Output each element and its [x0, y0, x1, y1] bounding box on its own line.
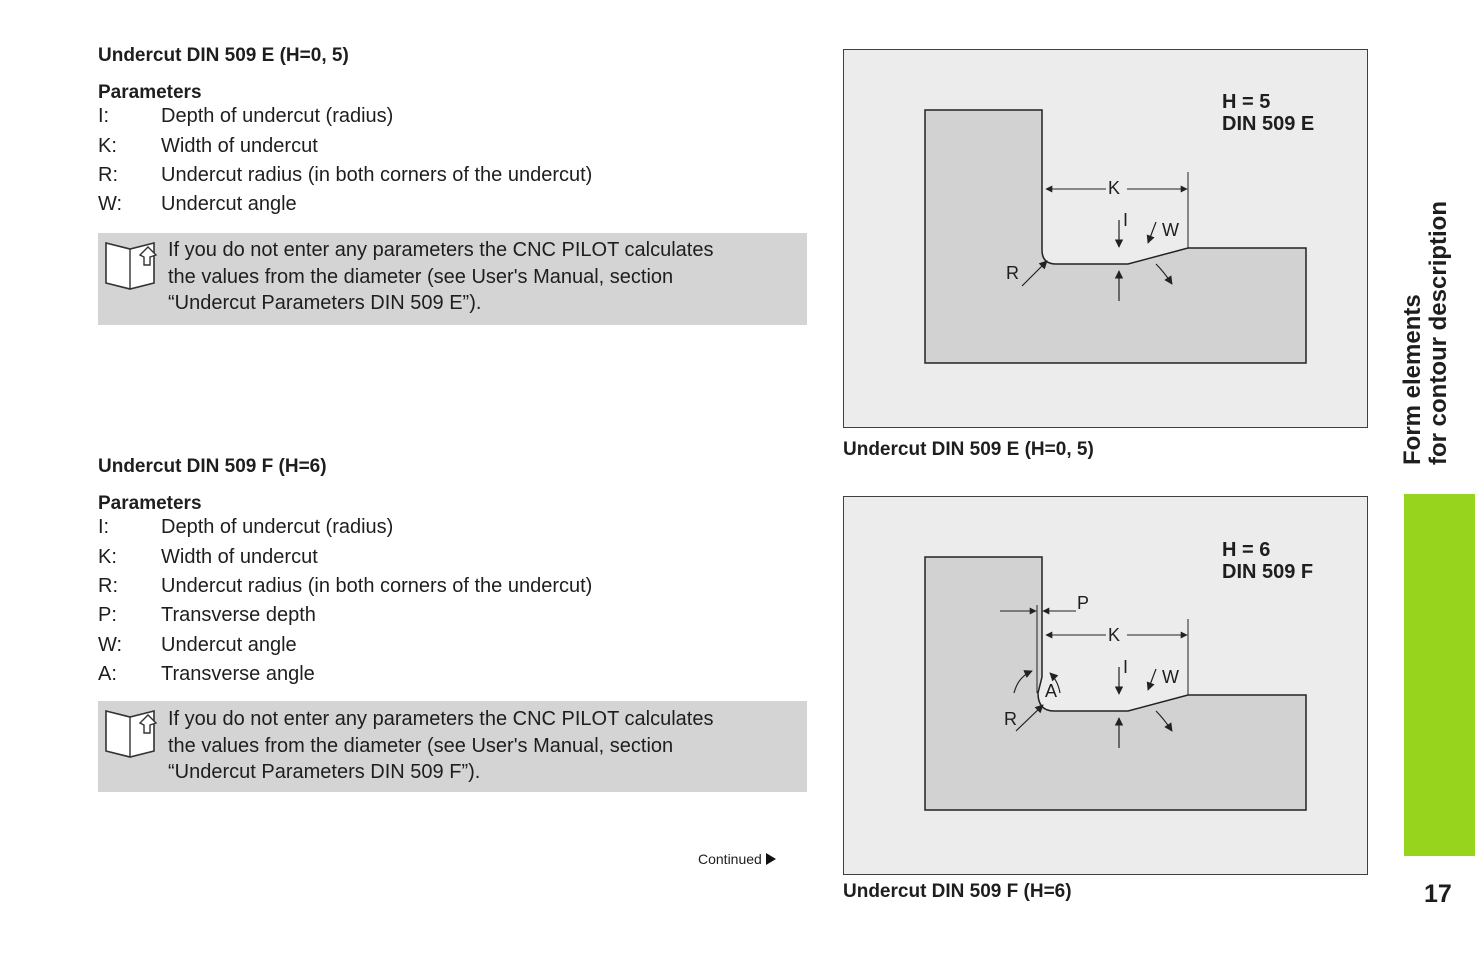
note-line: the values from the diameter (see User's Manual, section — [168, 734, 674, 757]
param-key: R: — [98, 164, 118, 186]
param-key: R: — [98, 575, 118, 597]
param-key: I: — [98, 516, 110, 538]
param-desc: Undercut angle — [161, 193, 297, 215]
manual-book-icon — [104, 241, 160, 291]
label-r: R — [1006, 263, 1019, 283]
param-desc: Undercut radius (in both corners of the undercut) — [161, 164, 593, 186]
note-box — [98, 701, 807, 792]
param-key: A: — [98, 663, 117, 685]
continued-note — [698, 851, 776, 867]
label-r: R — [1004, 709, 1017, 729]
note-box — [98, 233, 807, 325]
param-desc: Width of undercut — [161, 135, 318, 157]
undercut-f-drawing — [844, 497, 1369, 876]
part-profile — [925, 110, 1306, 363]
figure-e-caption: Undercut DIN 509 E (H=0, 5) — [843, 439, 1094, 460]
note-line: If you do not enter any parameters the CNC PILOT calculates — [168, 239, 714, 261]
note-text — [168, 237, 791, 317]
param-desc: Transverse angle — [161, 663, 315, 685]
section-f-heading: Undercut DIN 509 F (H=6) — [98, 456, 327, 477]
section-e-params-label: Parameters — [98, 82, 202, 103]
side-title-line: for contour description — [1425, 201, 1452, 465]
note-line: the values from the diameter (see User's Manual, section — [168, 265, 674, 288]
param-desc: Transverse depth — [161, 604, 316, 626]
param-desc: Depth of undercut (radius) — [161, 516, 394, 538]
note-text — [168, 706, 791, 786]
param-key: K: — [98, 546, 117, 568]
param-key: W: — [98, 193, 123, 215]
figure-f — [843, 496, 1368, 875]
param-key: W: — [98, 634, 123, 656]
figure-f-title-1: H = 6 — [1222, 539, 1271, 561]
figure-e-title-1: H = 5 — [1222, 91, 1271, 113]
figure-e — [843, 49, 1368, 428]
note-line: “Undercut Parameters DIN 509 F”). — [168, 761, 481, 783]
label-i: I — [1123, 210, 1129, 230]
label-w: W — [1162, 667, 1179, 687]
page-number: 17 — [1424, 880, 1452, 908]
param-desc: Width of undercut — [161, 546, 318, 568]
label-k: K — [1108, 178, 1121, 198]
section-f-params-label: Parameters — [98, 493, 202, 514]
continued-label: Continued — [698, 851, 762, 867]
part-profile — [925, 557, 1306, 810]
param-key: K: — [98, 135, 117, 157]
label-w: W — [1162, 220, 1179, 240]
note-line: “Undercut Parameters DIN 509 E”). — [168, 292, 482, 314]
side-title-line: Form elements — [1399, 294, 1426, 465]
note-line: If you do not enter any parameters the CNC PILOT calculates — [168, 708, 714, 730]
chapter-side-title — [1400, 80, 1458, 465]
figure-e-title-2: DIN 509 E — [1222, 113, 1315, 135]
figure-f-title-2: DIN 509 F — [1222, 561, 1314, 583]
manual-book-icon — [104, 709, 160, 759]
param-desc: Depth of undercut (radius) — [161, 105, 394, 127]
label-i: I — [1123, 657, 1129, 677]
undercut-e-drawing — [844, 50, 1369, 429]
param-desc: Undercut angle — [161, 634, 297, 656]
section-e-heading: Undercut DIN 509 E (H=0, 5) — [98, 45, 349, 66]
label-a: A — [1045, 681, 1058, 701]
chapter-tab — [1404, 494, 1475, 856]
play-triangle-icon — [766, 853, 776, 865]
label-k: K — [1108, 625, 1121, 645]
param-key: I: — [98, 105, 110, 127]
figure-f-caption: Undercut DIN 509 F (H=6) — [843, 881, 1072, 902]
param-key: P: — [98, 604, 117, 626]
param-desc: Undercut radius (in both corners of the undercut) — [161, 575, 593, 597]
label-p: P — [1077, 593, 1090, 613]
